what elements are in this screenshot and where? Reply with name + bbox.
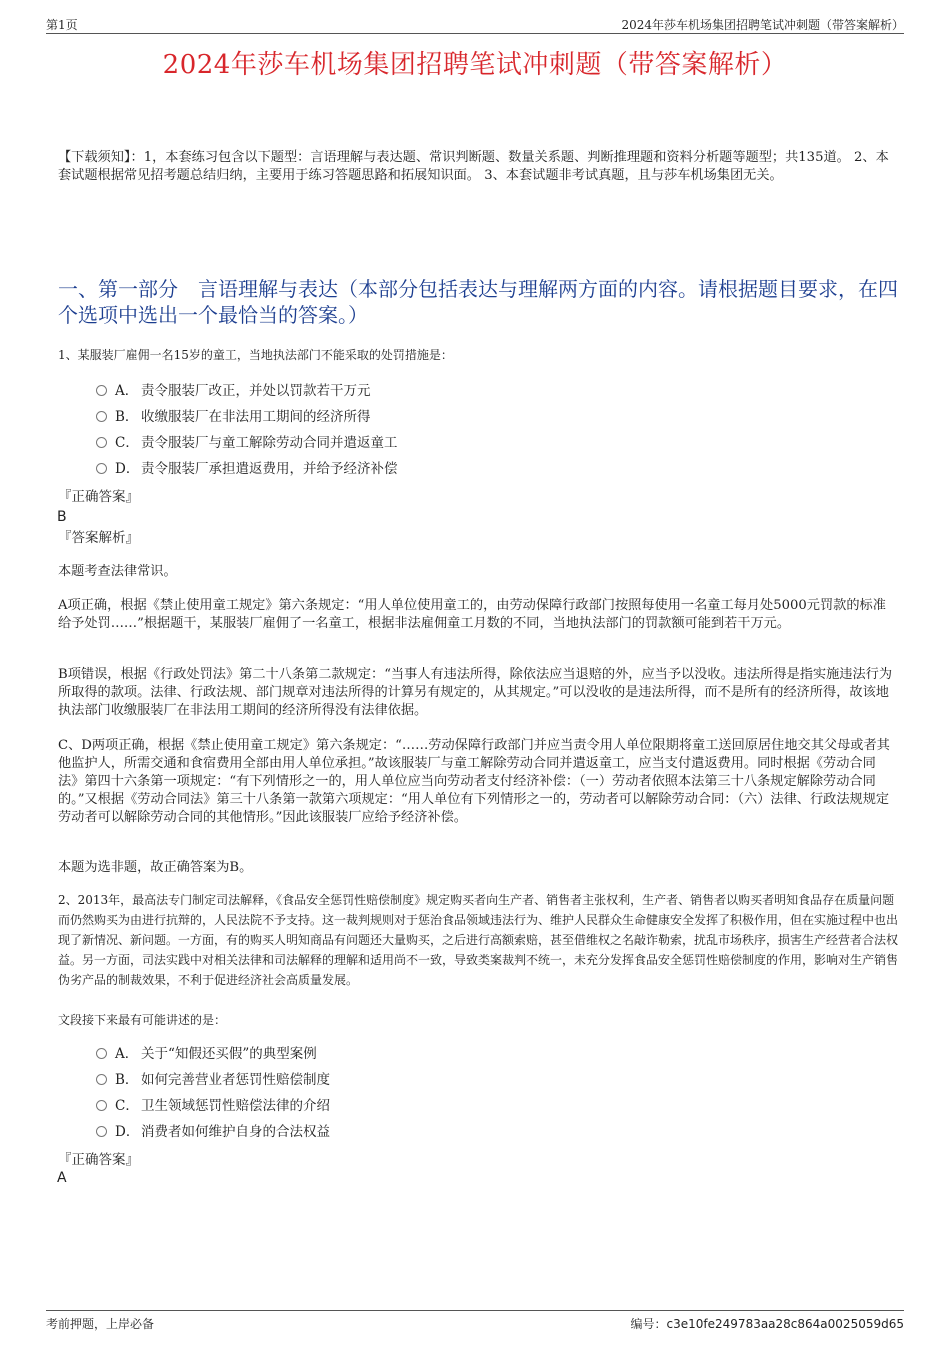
correct-answer-label: 『正确答案』 <box>58 1152 139 1168</box>
option-b[interactable]: B． 收缴服装厂在非法用工期间的经济所得 <box>96 404 796 430</box>
correct-answer-value: A <box>57 1170 67 1186</box>
radio-icon[interactable] <box>96 1074 107 1085</box>
option-c[interactable]: C． 卫生领域惩罚性赔偿法律的介绍 <box>96 1093 796 1119</box>
page-number: 第1页 <box>46 18 78 32</box>
question-1-options <box>96 378 796 482</box>
page-title: 2024年莎车机场集团招聘笔试冲刺题（带答案解析） <box>162 50 788 80</box>
option-c[interactable]: C． 责令服装厂与童工解除劳动合同并遣返童工 <box>96 430 796 456</box>
header-doc-title: 2024年莎车机场集团招聘笔试冲刺题（带答案解析） <box>621 18 904 32</box>
analysis-conclusion: 本题为选非题，故正确答案为B。 <box>58 860 253 875</box>
download-notice: 【下载须知】：1，本套练习包含以下题型：言语理解与表达题、常识判断题、数量关系题、判断推理题和资料分析题等题型；共135道。 2、本套试题根据常见招考题总结归纳，主要用于练习答题思路和拓展知识面。 3、本套试题非考试真题，且与莎车机场集团无关。 <box>58 150 889 183</box>
radio-icon[interactable] <box>96 1048 107 1059</box>
option-d[interactable]: D． 责令服装厂承担遣返费用，并给予经济补偿 <box>96 456 796 482</box>
question-1-stem: 1、某服装厂雇佣一名15岁的童工，当地执法部门不能采取的处罚措施是： <box>58 348 453 362</box>
section-heading: 一、第一部分 言语理解与表达（本部分包括表达与理解两方面的内容。请根据题目要求，在四个选项中选出一个最恰当的答案。） <box>58 277 898 327</box>
footer-code: 编号：c3e10fe249783aa28c864a0025059d65 <box>630 1317 904 1331</box>
radio-icon[interactable] <box>96 1100 107 1111</box>
correct-answer-value: B <box>57 509 67 525</box>
page-header <box>46 14 904 34</box>
analysis-option-b: B项错误，根据《行政处罚法》第二十八条第二款规定：“当事人有违法所得，除依法应当退赔的外，应当予以没收。违法所得是指实施违法行为所取得的款项。法律、行政法规、部门规章对违法所得的计算另有规定的，从其规定。”可以没收的是违法所得，而不是所有的经济所得，故该地执法部门收缴服装厂在非法用工期间的经济所得没有法律依据。 <box>58 667 893 718</box>
option-a[interactable]: A． 关于“知假还买假”的典型案例 <box>96 1041 796 1067</box>
radio-icon[interactable] <box>96 463 107 474</box>
question-2-options <box>96 1041 796 1145</box>
radio-icon[interactable] <box>96 385 107 396</box>
option-b[interactable]: B． 如何完善营业者惩罚性赔偿制度 <box>96 1067 796 1093</box>
correct-answer-label: 『正确答案』 <box>58 489 139 505</box>
analysis-intro: 本题考查法律常识。 <box>58 564 177 579</box>
option-d[interactable]: D． 消费者如何维护自身的合法权益 <box>96 1119 796 1145</box>
analysis-option-cd: C、D两项正确，根据《禁止使用童工规定》第六条规定：“……劳动保障行政部门并应当责令用人单位限期将童工送回原居住地交其父母或者其他监护人，所需交通和食宿费用全部由用人单位承担。”故该服装厂与童工解除劳动合同并遣返童工，应当支付遣返费用。同时根据《劳动合同法》第四十六条第一项规定：“有下列情形之一的，用人单位应当向劳动者支付经济补偿：（一）劳动者依照本法第三十八条规定解除劳动合同的。”又根据《劳动合同法》第三十八条第一款第六项规定：“用人单位有下列情形之一的，劳动者可以解除劳动合同：（六）法律、行政法规规定劳动者可以解除劳动合同的其他情形。”因此该服装厂应给予经济补偿。 <box>58 738 890 825</box>
option-a[interactable]: A． 责令服装厂改正，并处以罚款若干万元 <box>96 378 796 404</box>
footer-slogan: 考前押题，上岸必备 <box>46 1317 155 1331</box>
analysis-option-a: A项正确，根据《禁止使用童工规定》第六条规定：“用人单位使用童工的，由劳动保障行政部门按照每使用一名童工每月处5000元罚款的标准给予处罚……”根据题干，某服装厂雇佣了一名童工，根据非法雇佣童工月数的不同，当地执法部门的罚款额可能到若干万元。 <box>58 598 886 631</box>
radio-icon[interactable] <box>96 1126 107 1137</box>
radio-icon[interactable] <box>96 437 107 448</box>
radio-icon[interactable] <box>96 411 107 422</box>
page-footer <box>46 1310 904 1334</box>
analysis-label: 『答案解析』 <box>58 530 139 546</box>
question-2-prompt: 文段接下来最有可能讲述的是： <box>58 1013 227 1027</box>
question-2-stem: 2、2013年，最高法专门制定司法解释，《食品安全惩罚性赔偿制度》规定购买者向生产者、销售者主张权利，生产者、销售者以购买者明知食品存在质量问题而仍然购买为由进行抗辩的，人民法院不予支持。这一裁判规则对于惩治食品领域违法行为、维护人民群众生命健康安全发挥了积极作用，但在实施过程中也出现了新情况、新问题。一方面，有的购买人明知商品有问题还大量购买，之后进行高额索赔，甚至借维权之名敲诈勒索，扰乱市场秩序，损害生产经营者合法权益。另一方面，司法实践中对相关法律和司法解释的理解和适用尚不一致，导致类案裁判不统一，未充分发挥食品安全惩罚性赔偿制度的作用，影响对生产销售伪劣产品的制裁效果，不利于促进经济社会高质量发展。 <box>58 893 899 987</box>
